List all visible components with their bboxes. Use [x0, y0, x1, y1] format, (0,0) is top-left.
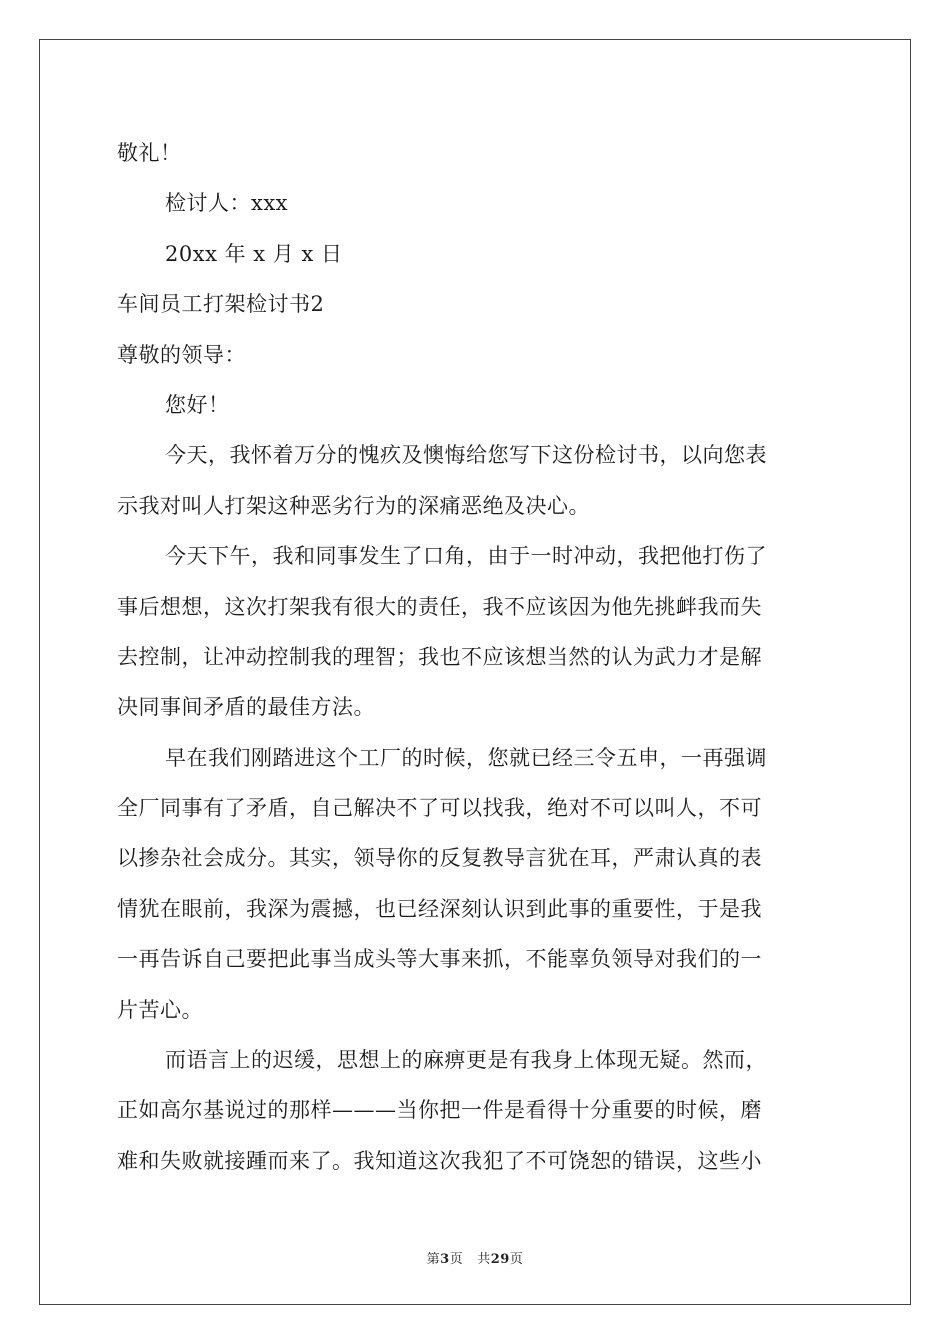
total-suffix: 页 [509, 1252, 524, 1267]
paragraph-line: 片苦心。 [117, 997, 203, 1022]
paragraph-line: 情犹在眼前，我深为震撼，也已经深刻认识到此事的重要性，于是我 [117, 896, 762, 921]
paragraph-line: 示我对叫人打架这种恶劣行为的深痛恶绝及决心。 [117, 493, 590, 518]
paragraph-line: 去控制，让冲动控制我的理智；我也不应该想当然的认为武力才是解 [117, 644, 762, 669]
paragraph-line: 一再告诉自己要把此事当成头等大事来抓，不能辜负领导对我们的一 [117, 947, 762, 972]
total-pages: 29 [490, 1252, 510, 1267]
paragraph-line: 今天下午，我和同事发生了口角，由于一时冲动，我把他打伤了 [165, 544, 767, 569]
paragraph-line: 而语言上的迟缓，思想上的麻痹更是有我身上体现无疑。然而， [165, 1048, 767, 1073]
paragraph-line: 决同事间矛盾的最佳方法。 [117, 695, 375, 720]
total-prefix: 共 [477, 1252, 491, 1267]
paragraph-line: 以掺杂社会成分。其实，领导你的反复教导言犹在耳，严肃认真的表 [117, 846, 762, 871]
signature-author: 检讨人：xxx [165, 191, 289, 216]
closing-salutation: 敬礼！ [117, 141, 182, 165]
page-prefix: 第 [426, 1252, 441, 1267]
paragraph-line: 今天，我怀着万分的愧疚及懊悔给您写下这份检讨书，以向您表 [165, 443, 767, 468]
section-title: 车间员工打架检讨书2 [117, 292, 325, 317]
page-footer [0, 1248, 950, 1267]
document-body [117, 128, 833, 1186]
paragraph-line: 难和失败就接踵而来了。我知道这次我犯了不可饶恕的错误，这些小 [117, 1148, 762, 1173]
paragraph-line: 早在我们刚踏进这个工厂的时候，您就已经三令五申，一再强调 [165, 745, 767, 770]
signature-date: 20xx 年 x 月 x 日 [165, 241, 343, 266]
paragraph-line: 全厂同事有了矛盾，自己解决不了可以找我，绝对不可以叫人，不可 [117, 796, 762, 821]
greeting: 您好！ [165, 392, 230, 417]
paragraph-line: 正如高尔基说过的那样———当你把一件是看得十分重要的时候，磨 [117, 1098, 762, 1123]
page-suffix: 页 [449, 1252, 464, 1267]
letter-salutation: 尊敬的领导： [117, 342, 246, 367]
paragraph-line: 事后想想，这次打架我有很大的责任，我不应该因为他先挑衅我而失 [117, 594, 762, 619]
page-number: 3 [440, 1252, 450, 1267]
